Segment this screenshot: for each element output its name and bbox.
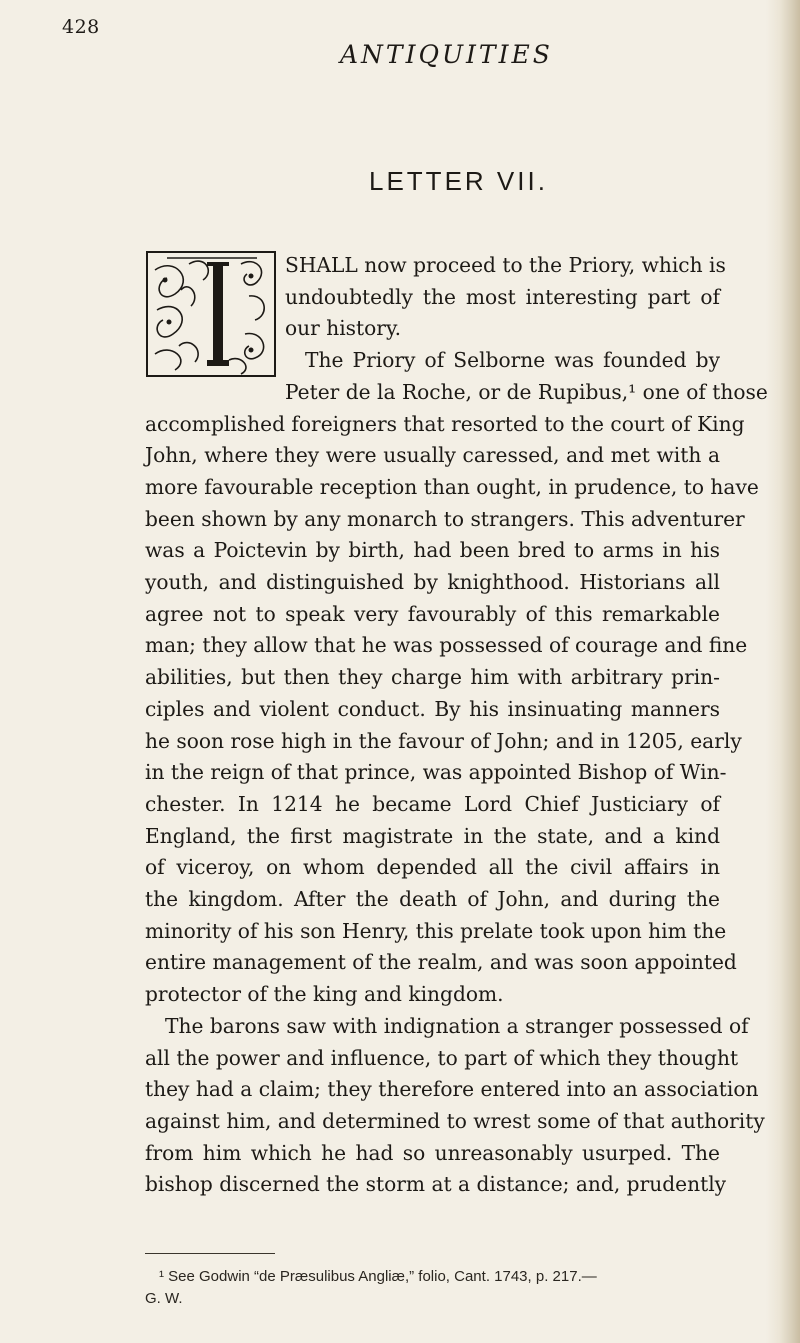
text-line: youth, and distinguished by knighthood. Historians all [145,570,720,595]
text-line: agree not to speak very favourably of this remarkable [145,601,720,626]
text-line: undoubtedly the most interesting part of [285,284,720,309]
footnote-line: ¹ See Godwin “de Præsulibus Angliæ,” folio, Cant. 1743, p. 217.— [159,1268,597,1285]
text-line: John, where they were usually caressed, and met with a [145,443,720,468]
footnote-rule [145,1253,275,1254]
text-line: man; they allow that he was possessed of courage and fine [145,633,748,658]
text-line: accomplished foreigners that resorted to the court of King [145,411,745,436]
text-line: chester. In 1214 he became Lord Chief Justiciary of [145,791,720,816]
footnote [145,1266,720,1310]
letter-body [145,250,768,1201]
text-line: in the reign of that prince, was appointed Bishop of Win- [145,760,727,785]
text-line: he soon rose high in the favour of John; and in 1205, early [145,728,742,753]
text-line: the kingdom. After the death of John, and during the [145,887,720,912]
running-title: ANTIQUITIES [340,40,553,69]
letter-heading: LETTER VII. [369,166,548,196]
text-line: The barons saw with indignation a stranger possessed of [165,1013,749,1038]
text-line: all the power and influence, to part of which they thought [145,1045,739,1070]
text-line: more favourable reception than ought, in prudence, to have [145,474,759,499]
text-line: SHALL now proceed to the Priory, which is [285,253,726,277]
text-line: minority of his son Henry, this prelate took upon him the [145,918,727,943]
text-line: was a Poictevin by birth, had been bred to arms in his [145,538,720,563]
page-edge-shadow [766,0,800,1343]
text-line: protector of the king and kingdom. [145,982,504,1007]
text-line: our history. [285,316,402,341]
text-line: The Priory of Selborne was founded by [305,348,720,373]
text-line: Peter de la Roche, or de Rupibus,¹ one of those [285,379,768,404]
text-line: entire management of the realm, and was soon appointed [145,950,737,975]
text-line: from him which he had so unreasonably usurped. The [145,1140,720,1165]
text-line: been shown by any monarch to strangers. This adventurer [145,506,745,531]
text-line: against him, and determined to wrest some of that authority [145,1108,765,1133]
footnote-line: G. W. [145,1290,183,1307]
page-number: 428 [62,16,100,38]
text-line: ciples and violent conduct. By his insinuating manners [145,696,720,721]
text-line: bishop discerned the storm at a distance; and, prudently [145,1172,727,1197]
text-line: England, the first magistrate in the state, and a kind [145,823,720,848]
text-line: of viceroy, on whom depended all the civil affairs in [145,855,720,880]
text-line: abilities, but then they charge him with arbitrary prin- [145,665,720,690]
text-line: they had a claim; they therefore entered into an association [145,1077,759,1102]
